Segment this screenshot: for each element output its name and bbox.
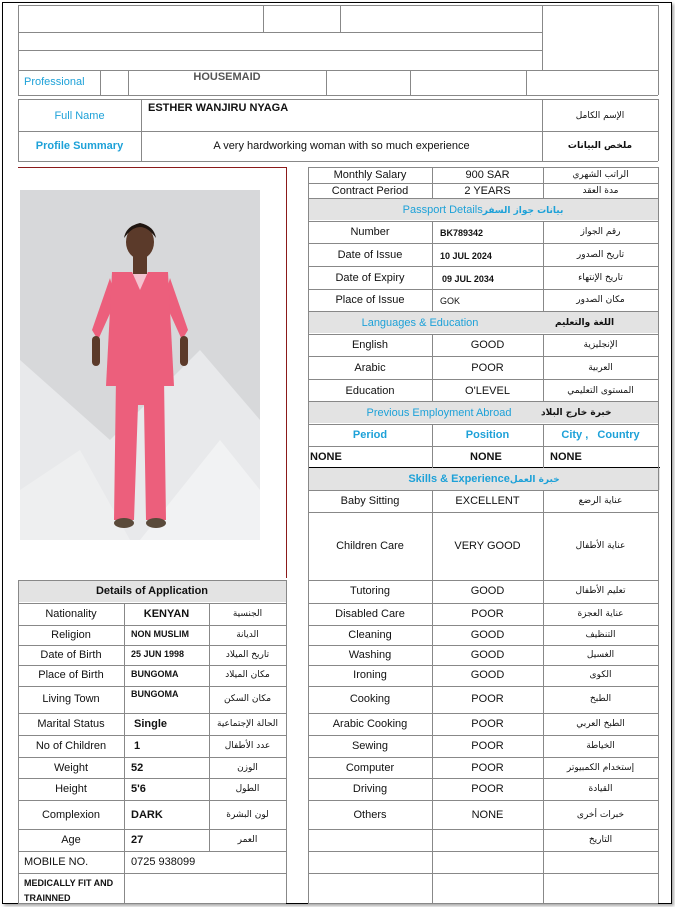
app-ar: لون البشرة bbox=[226, 810, 269, 820]
app-value: 1 bbox=[134, 740, 141, 752]
skill-value: GOOD bbox=[470, 669, 505, 681]
passport-number-ar: رقم الجواز bbox=[580, 227, 621, 237]
skill-label: Baby Sitting bbox=[340, 495, 400, 507]
date-of-expiry-value: 09 JUL 2034 bbox=[442, 274, 494, 284]
app-value: 52 bbox=[131, 762, 144, 774]
monthly-salary-label: Monthly Salary bbox=[333, 169, 407, 181]
app-value: NON MUSLIM bbox=[131, 629, 189, 639]
app-label: Religion bbox=[51, 629, 91, 641]
monthly-salary-ar: الراتب الشهري bbox=[572, 170, 629, 180]
app-ar: العمر bbox=[237, 835, 258, 845]
skill-ar: الطبخ bbox=[589, 694, 612, 704]
skill-value: POOR bbox=[471, 783, 504, 795]
skill-value: POOR bbox=[471, 718, 504, 730]
skill-label: Driving bbox=[352, 783, 388, 795]
skills-heading bbox=[308, 472, 660, 487]
place-of-issue-ar: مكان الصدور bbox=[576, 295, 625, 305]
app-label: Date of Birth bbox=[40, 649, 102, 661]
passport-heading-ar: بيانات جواز السفر bbox=[482, 206, 564, 216]
employment-period: NONE bbox=[310, 451, 342, 463]
contract-period-ar: مدة العقد bbox=[582, 186, 619, 196]
date-of-issue-value: 10 JUL 2024 bbox=[440, 251, 492, 261]
date-of-issue-ar: تاريخ الصدور bbox=[576, 250, 625, 260]
app-ar: مكان السكن bbox=[223, 694, 272, 704]
education-ar: المستوى التعليمي bbox=[567, 386, 634, 396]
full-name-label: Full Name bbox=[54, 110, 105, 122]
app-label: Marital Status bbox=[37, 718, 105, 730]
monthly-salary-value: 900 SAR bbox=[465, 169, 510, 181]
app-value: KENYAN bbox=[143, 608, 190, 620]
skill-value: POOR bbox=[471, 740, 504, 752]
app-value: BUNGOMA bbox=[131, 689, 179, 699]
professional-label: Professional bbox=[24, 76, 85, 88]
skill-label: Computer bbox=[345, 762, 395, 774]
date-of-expiry-label: Date of Expiry bbox=[335, 272, 405, 284]
skill-label: Ironing bbox=[353, 669, 387, 681]
candidate-photo bbox=[20, 190, 260, 540]
skill-ar: الكوى bbox=[589, 670, 612, 680]
skill-value: NONE bbox=[471, 809, 504, 821]
app-value: 25 JUN 1998 bbox=[131, 649, 185, 659]
app-label: Height bbox=[55, 783, 87, 795]
app-label: Complexion bbox=[41, 809, 101, 821]
place-of-issue-label: Place of Issue bbox=[335, 294, 405, 306]
col-position: Position bbox=[465, 429, 510, 441]
app-label: No of Children bbox=[35, 740, 107, 752]
app-ar: تاريخ الميلاد bbox=[225, 650, 270, 660]
app-ar: الطول bbox=[235, 784, 260, 794]
date-of-issue-label: Date of Issue bbox=[337, 249, 403, 261]
employment-country: NONE bbox=[550, 451, 582, 463]
app-label: Nationality bbox=[45, 608, 97, 620]
arabic-label: Arabic bbox=[354, 362, 386, 374]
app-label: Weight bbox=[53, 762, 89, 774]
skill-label: Children Care bbox=[336, 540, 404, 552]
app-ar: الحالة الإجتماعية bbox=[217, 719, 278, 729]
profile-summary-ar: ملخص البيانات bbox=[567, 141, 633, 151]
profile-summary-label: Profile Summary bbox=[35, 140, 124, 152]
app-label: Age bbox=[61, 834, 81, 846]
contract-period-label: Contract Period bbox=[331, 185, 409, 197]
medical-label: MEDICALLY FIT AND TRAINNED bbox=[24, 878, 114, 903]
passport-number-value: BK789342 bbox=[440, 228, 484, 238]
app-value: Single bbox=[134, 718, 168, 730]
skill-ar: عناية العجزة bbox=[577, 609, 624, 619]
skill-label: Others bbox=[353, 809, 387, 821]
app-ar: الوزن bbox=[237, 763, 258, 773]
english-label: English bbox=[351, 339, 389, 351]
skill-ar: عناية الأطفال bbox=[575, 541, 626, 551]
skill-value: POOR bbox=[471, 608, 504, 620]
col-country: City , Country bbox=[561, 429, 640, 441]
education-label: Education bbox=[345, 385, 395, 397]
skill-value: GOOD bbox=[470, 629, 505, 641]
skill-value: GOOD bbox=[470, 649, 505, 661]
contract-period-value: 2 YEARS bbox=[464, 185, 511, 197]
app-ar: الجنسية bbox=[232, 609, 263, 619]
arabic-ar: العربية bbox=[588, 363, 613, 373]
passport-heading-en: Passport Details bbox=[402, 204, 483, 216]
skill-label: Arabic Cooking bbox=[332, 718, 408, 730]
skills-heading-ar: خبرة العمل bbox=[509, 475, 560, 485]
employment-heading-ar: خبرة خارج البلاد bbox=[541, 408, 612, 418]
app-ar: مكان الميلاد bbox=[225, 670, 270, 680]
full-name-ar: الإسم الكامل bbox=[575, 111, 625, 121]
languages-heading-ar: اللغة والتعليم bbox=[555, 318, 615, 328]
arabic-value: POOR bbox=[471, 362, 504, 374]
education-value: O'LEVEL bbox=[465, 385, 510, 397]
mobile-value: 0725 938099 bbox=[131, 856, 196, 868]
skill-ar: التاريخ bbox=[588, 835, 613, 845]
app-ar: عدد الأطفال bbox=[224, 741, 271, 751]
place-of-issue-value: GOK bbox=[440, 296, 461, 306]
app-ar: الديانة bbox=[236, 630, 259, 640]
app-label: Place of Birth bbox=[38, 669, 104, 681]
profile-summary-value: A very hardworking woman with so much experience bbox=[213, 140, 470, 152]
col-period: Period bbox=[352, 429, 388, 441]
app-value: 27 bbox=[131, 834, 144, 846]
date-of-expiry-ar: تاريخ الإنتهاء bbox=[578, 273, 623, 283]
application-heading: Details of Application bbox=[95, 585, 209, 597]
skill-ar: عناية الرضع bbox=[578, 496, 623, 506]
skill-value: POOR bbox=[471, 693, 504, 705]
app-value: 5'6 bbox=[131, 783, 146, 795]
skill-ar: القيادة bbox=[588, 784, 613, 794]
skill-ar: الطبخ العربي bbox=[576, 719, 625, 729]
job-title: HOUSEMAID bbox=[193, 71, 261, 83]
passport-number-label: Number bbox=[350, 226, 390, 238]
skill-ar: تعليم الأطفال bbox=[575, 586, 626, 596]
skill-label: Tutoring bbox=[350, 585, 390, 597]
english-value: GOOD bbox=[470, 339, 505, 351]
skill-label: Cooking bbox=[349, 693, 391, 705]
skill-ar: خبرات أخرى bbox=[576, 810, 625, 820]
skill-value: POOR bbox=[471, 762, 504, 774]
english-ar: الإنجليزية bbox=[583, 340, 618, 350]
mobile-label: MOBILE NO. bbox=[24, 856, 89, 868]
skill-ar: الغسيل bbox=[586, 650, 615, 660]
app-value: BUNGOMA bbox=[131, 669, 179, 679]
skill-label: Cleaning bbox=[348, 629, 392, 641]
employment-heading: Previous Employment Abroad bbox=[366, 407, 512, 419]
skill-ar: التنظيف bbox=[585, 630, 616, 640]
skill-value: VERY GOOD bbox=[454, 540, 521, 552]
skill-ar: الخياطة bbox=[586, 741, 615, 751]
languages-heading: Languages & Education bbox=[361, 317, 479, 329]
skill-value: EXCELLENT bbox=[455, 495, 520, 507]
skill-label: Disabled Care bbox=[335, 608, 405, 620]
skill-label: Washing bbox=[348, 649, 392, 661]
employment-position: NONE bbox=[470, 451, 502, 463]
skill-label: Sewing bbox=[351, 740, 389, 752]
app-label: Living Town bbox=[42, 693, 100, 705]
passport-heading bbox=[308, 203, 658, 218]
skill-value: GOOD bbox=[470, 585, 505, 597]
skill-ar: إستخدام الكمبيوتر bbox=[566, 763, 635, 773]
full-name-value: ESTHER WANJIRU NYAGA bbox=[148, 102, 289, 114]
skills-heading-en: Skills & Experience bbox=[408, 473, 510, 485]
app-value: DARK bbox=[131, 809, 163, 821]
